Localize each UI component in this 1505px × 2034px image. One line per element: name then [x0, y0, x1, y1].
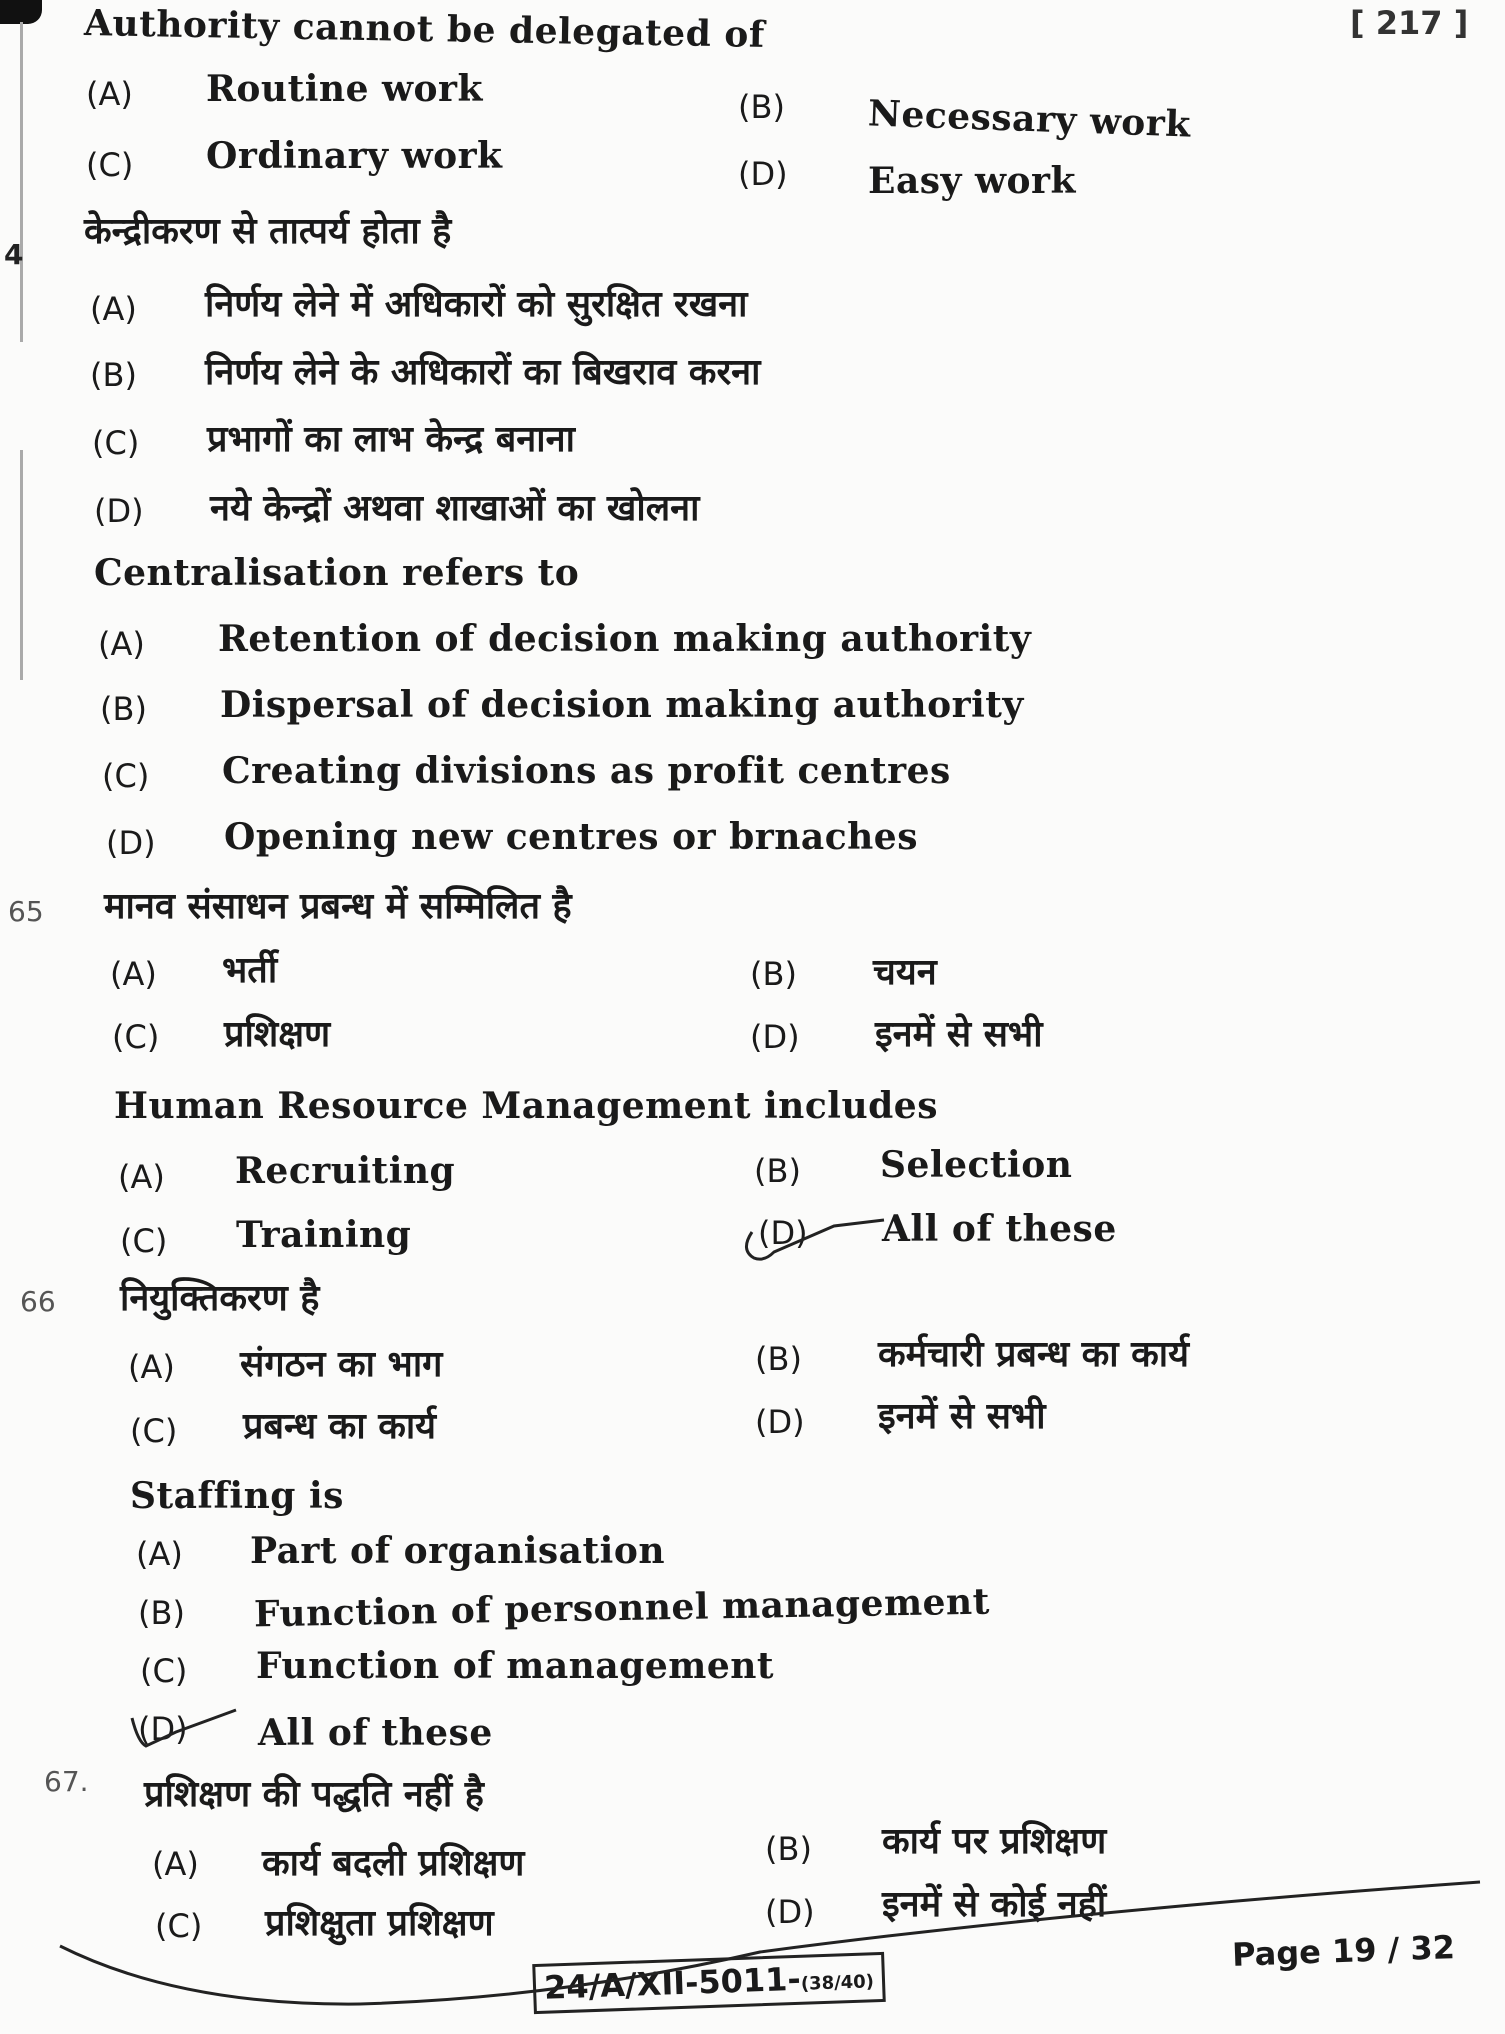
option-label: (A) — [128, 1348, 175, 1386]
question-text: Centralisation refers to — [94, 552, 580, 594]
option-label: (A) — [152, 1845, 199, 1883]
option-label: (C) — [102, 757, 150, 795]
option-text[interactable]: Selection — [880, 1144, 1073, 1186]
option-label: (C) — [86, 146, 134, 184]
question-text: मानव संसाधन प्रबन्ध में सम्मिलित है — [104, 886, 572, 927]
question-number: 67. — [44, 1765, 89, 1798]
option-text[interactable]: निर्णय लेने के अधिकारों का बिखराव करना — [205, 352, 761, 393]
option-label: (A) — [90, 290, 137, 328]
option-text[interactable]: Dispersal of decision making authority — [220, 684, 1024, 726]
option-label: (B) — [750, 955, 797, 993]
question-number: 66 — [20, 1285, 56, 1318]
option-label: (A) — [118, 1158, 165, 1196]
question-text: Authority cannot be delegated of — [83, 2, 766, 56]
option-text[interactable]: Necessary work — [867, 92, 1192, 146]
question-number: 65 — [8, 895, 44, 928]
option-text[interactable]: Training — [236, 1214, 412, 1256]
option-text[interactable]: निर्णय लेने में अधिकारों को सुरक्षित रखना — [205, 284, 748, 325]
question-text: प्रशिक्षण की पद्धति नहीं है — [144, 1774, 484, 1815]
option-text[interactable]: प्रभागों का लाभ केन्द्र बनाना — [207, 419, 575, 460]
option-text[interactable]: Creating divisions as profit centres — [222, 750, 951, 792]
option-text[interactable]: नये केन्द्रों अथवा शाखाओं का खोलना — [210, 488, 700, 529]
option-text[interactable]: प्रशिक्षुता प्रशिक्षण — [265, 1903, 494, 1944]
question-text: Staffing is — [130, 1475, 344, 1517]
option-text[interactable]: चयन — [873, 952, 937, 993]
page-label: Page 19 / 32 — [1231, 1928, 1456, 1974]
option-text[interactable]: कार्य बदली प्रशिक्षण — [262, 1843, 525, 1884]
option-text[interactable]: कार्य पर प्रशिक्षण — [882, 1821, 1107, 1862]
question-text: Human Resource Management includes — [114, 1085, 938, 1127]
page-number-top: [ 217 ] — [1350, 4, 1469, 42]
option-label: (C) — [155, 1907, 203, 1945]
option-text[interactable]: Easy work — [868, 160, 1076, 202]
option-text[interactable]: कर्मचारी प्रबन्ध का कार्य — [878, 1334, 1189, 1375]
option-text[interactable]: Function of management — [256, 1645, 775, 1687]
question-text: केन्द्रीकरण से तात्पर्य होता है — [84, 211, 452, 252]
option-text[interactable]: प्रशिक्षण — [224, 1014, 331, 1055]
margin-line — [20, 22, 23, 342]
option-text[interactable]: भर्ती — [222, 950, 278, 991]
option-label: (D) — [755, 1403, 805, 1441]
option-label: (D) — [765, 1893, 815, 1931]
paper-code-box — [532, 1952, 885, 2014]
option-label: (D) — [106, 824, 156, 862]
option-label: (A) — [110, 955, 157, 993]
question-text: नियुक्तिकरण है — [120, 1278, 320, 1319]
option-text[interactable]: Routine work — [206, 68, 483, 110]
option-label: (B) — [100, 690, 147, 728]
option-text[interactable]: संगठन का भाग — [240, 1344, 443, 1385]
option-text-marked[interactable]: All of these — [258, 1712, 493, 1754]
option-text[interactable]: Opening new centres or brnaches — [224, 816, 918, 858]
option-text[interactable]: Recruiting — [235, 1150, 456, 1192]
option-label: (C) — [130, 1412, 178, 1450]
option-label: (C) — [112, 1018, 160, 1056]
option-text-marked[interactable]: All of these — [882, 1208, 1117, 1250]
question-number: 4 — [4, 238, 24, 271]
option-label: (D) — [738, 155, 788, 193]
option-text[interactable]: इनमें से सभी — [878, 1396, 1046, 1437]
option-label: (C) — [92, 424, 140, 462]
option-label: (B) — [755, 1340, 802, 1378]
option-text[interactable]: Part of organisation — [250, 1530, 665, 1572]
paper-code-page: (38/40) — [800, 1971, 875, 1995]
option-label: (B) — [738, 88, 785, 126]
option-label: (C) — [120, 1222, 168, 1260]
option-label: (C) — [140, 1652, 188, 1690]
margin-line — [20, 450, 23, 680]
option-label-marked: (D) — [138, 1710, 188, 1748]
option-label: (A) — [136, 1535, 183, 1573]
option-label: (D) — [750, 1018, 800, 1056]
paper-code: 24/A/XII-5011- — [543, 1959, 802, 2007]
option-text[interactable]: Function of personnel management — [253, 1580, 991, 1636]
scan-marker-blob — [0, 0, 42, 24]
option-text[interactable]: इनमें से सभी — [875, 1014, 1043, 1055]
option-label: (A) — [86, 75, 133, 113]
option-label: (B) — [754, 1152, 801, 1190]
option-label: (B) — [138, 1594, 185, 1632]
option-text[interactable]: प्रबन्ध का कार्य — [243, 1406, 437, 1447]
option-text[interactable]: इनमें से कोई नहीं — [882, 1884, 1107, 1925]
option-text[interactable]: Retention of decision making authority — [218, 618, 1032, 660]
option-text[interactable]: Ordinary work — [206, 135, 503, 177]
option-label: (D) — [94, 492, 144, 530]
option-label-marked: (D) — [758, 1214, 808, 1252]
option-label: (B) — [90, 356, 137, 394]
option-label: (A) — [98, 625, 145, 663]
option-label: (B) — [765, 1830, 812, 1868]
